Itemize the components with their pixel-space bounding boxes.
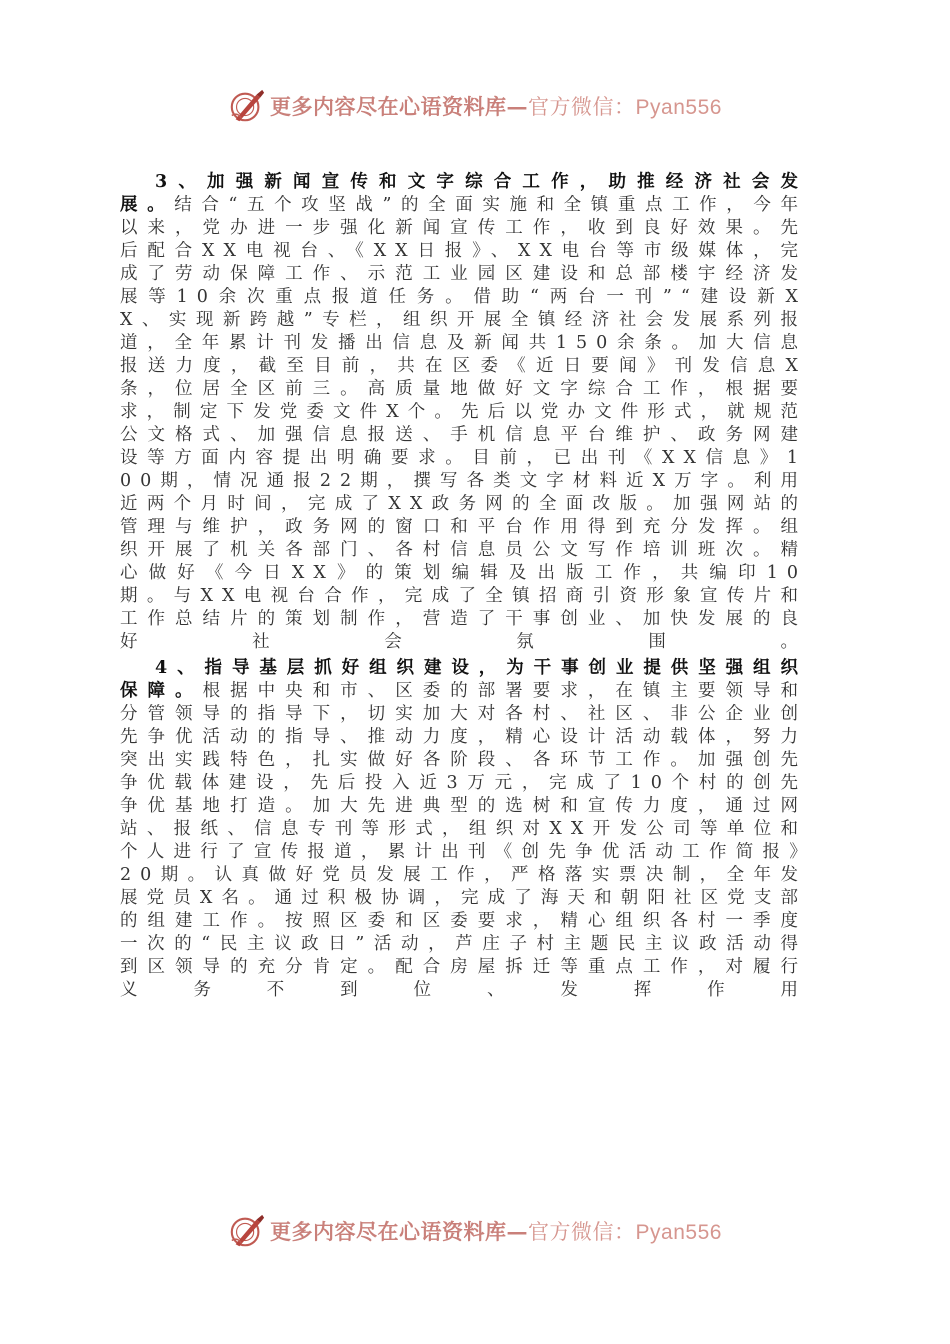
banner-main-text: 更多内容尽在心语资料库 [270,94,507,119]
banner-separator: — [506,1219,529,1244]
banner-text [270,91,722,121]
paragraph-heading: 4、指导基层抓好组织建设，为干事创业提供坚强组织保障。 [120,658,807,701]
paragraph-4 [120,657,807,1002]
banner-wechat-text: 官方微信：Pyan556 [528,1221,722,1244]
footer-banner [0,1209,950,1253]
banner-separator: — [506,94,529,119]
paragraph-3 [120,171,807,654]
banner-wechat-text: 官方微信：Pyan556 [528,96,722,119]
pen-seal-logo-icon [228,87,266,125]
paragraph-text: 结合“五个攻坚战”的全面实施和全镇重点工作，今年以来，党办进一步强化新闻宣传工作，收到良好效果。先后配合XX电视台、《XX日报》、XX电台等市级媒体，完成了劳动保障工作、示范工业园区建设和总部楼宇经济发展等10余次重点报道任务。借助“两台一刊”“建设新XX、实现新跨越”专栏，组织开展全镇经济社会发展系列报道，全年累计刊发播出信息及新闻共150余条。加大信息报送力度，截至目前，共在区委《近日要闻》刊发信息X条，位居全区前三。高质量地做好文字综合工作，根据要求，制定下发党委文件X个。先后以党办文件形式，就规范公文格式、加强信息报送、手机信息平台维护、政务网建设等方面内容提出明确要求。目前，已出刊《XX信息》100期，情况通报22期，撰写各类文字材料近X万字。利用近两个月时间，完成了XX政务网的全面改版。加强网站的管理与维护，政务网的窗口和平台作用得到充分发挥。组织开展了机关各部门、各村信息员公文写作培训班次。精心做好《今日XX》的策划编辑及出版工作，共编印10期。与XX电视台合作，完成了全镇招商引资形象宣传片和工作总结片的策划制作，营造了干事创业、加快发展的良好社会氛围。 [120,195,807,652]
header-banner [0,84,950,128]
banner-main-text: 更多内容尽在心语资料库 [270,1219,507,1244]
paragraph-text: 根据中央和市、区委的部署要求，在镇主要领导和分管领导的指导下，切实加大对各村、社区、非公企业创先争优活动的指导、推动力度，精心设计活动载体，努力突出实践特色，扎实做好各阶段、各环节工作。加强创先争优载体建设，先后投入近3万元，完成了10个村的创先争优基地打造。加大先进典型的选树和宣传力度，通过网站、报纸、信息专刊等形式，组织对XX开发公司等单位和个人进行了宣传报道，累计出刊《创先争优活动工作简报》20期。认真做好党员发展工作，严格落实票决制，全年发展党员X名。通过积极协调，完成了海天和朝阳社区党支部的组建工作。按照区委和区委要求，精心组织各村一季度一次的“民主议政日”活动，芦庄子村主题民主议政活动得到区领导的充分肯定。配合房屋拆迁等重点工作，对履行义务不到位、发挥作用 [120,681,807,1000]
pen-seal-logo-icon [228,1212,266,1250]
banner-text [270,1216,722,1246]
paragraph-heading: 3、加强新闻宣传和文字综合工作，助推经济社会发展。 [120,172,807,215]
document-body [120,171,807,1005]
